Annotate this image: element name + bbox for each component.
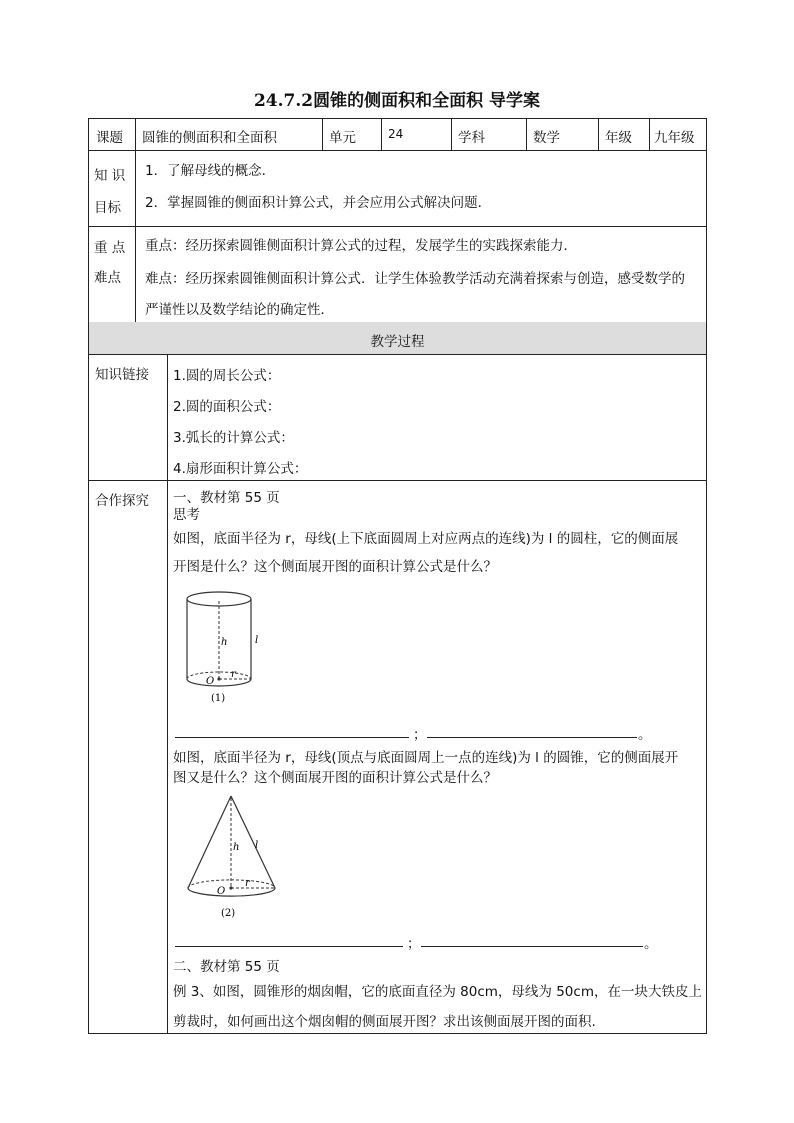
answer-blank-2a[interactable]: [175, 946, 403, 947]
separator-2: ；: [407, 936, 421, 952]
col-divider: [167, 354, 168, 1033]
cooperation-label: 合作探究: [95, 493, 149, 509]
l-label: l: [255, 635, 259, 646]
cone-h-label: h: [233, 842, 240, 853]
focus-text: 重点：经历探索圆锥侧面积计算公式的过程，发展学生的实践探索能力．: [145, 238, 577, 254]
subject-label: 课题: [96, 130, 123, 146]
page-title: 24.7.2圆锥的侧面积和全面积 导学案: [253, 91, 541, 111]
subject-value: 圆锥的侧面积和全面积: [142, 130, 277, 146]
think-heading: 思考: [173, 507, 200, 523]
figure-2-caption: (2): [221, 908, 236, 919]
answer-blank-2b[interactable]: [421, 946, 643, 947]
cylinder-figure: [181, 589, 281, 709]
goal-item-1: 1．了解母线的概念．: [145, 163, 276, 179]
figure-1-caption: (1): [211, 693, 226, 704]
goals-label-line1: 知 识: [94, 168, 126, 184]
question-1-line1: 如图，底面半径为 r，母线(上下底面圆周上对应两点的连线)为 l 的圆柱，它的侧面展: [173, 531, 679, 547]
o-label: O: [206, 676, 215, 687]
example-3-line1: 例 3、如图，圆锥形的烟囱帽，它的底面直径为 80cm，母线为 50cm，在一块大铁皮上: [173, 984, 702, 1000]
difficulty-text-line1: 难点：经历探索圆锥侧面积计算公式．让学生体验教学活动充满着探索与创造，感受数学的: [145, 271, 685, 287]
cone-o-label: O: [217, 886, 226, 897]
row-divider: [89, 354, 706, 355]
knowledge-item-3: 3.弧长的计算公式：: [173, 430, 294, 446]
question-2-line1: 如图，底面半径为 r，母线(顶点与底面圆周上一点的连线)为 l 的圆锥，它的侧面展开: [173, 750, 679, 766]
end-mark-2: 。: [644, 936, 658, 952]
discipline-value: 数学: [533, 130, 560, 146]
col-divider: [598, 119, 599, 150]
row-divider: [89, 150, 706, 151]
col-divider: [135, 119, 136, 322]
grade-label: 年级: [605, 130, 632, 146]
answer-blank-1a[interactable]: [175, 737, 409, 738]
col-divider: [649, 119, 650, 150]
h-label: h: [221, 637, 228, 648]
col-divider: [451, 119, 452, 150]
cone-l-label: l: [255, 840, 259, 851]
question-1-line2: 开图是什么？这个侧面展开图的面积计算公式是什么？: [173, 559, 497, 575]
knowledge-item-4: 4.扇形面积计算公式：: [173, 461, 308, 477]
row-divider: [89, 226, 706, 227]
difficulty-text-line2: 严谨性以及数学结论的确定性．: [145, 302, 334, 318]
knowledge-item-1: 1.圆的周长公式：: [173, 368, 281, 384]
cone-figure: [183, 792, 293, 922]
grade-value: 九年级: [654, 130, 695, 146]
keypoints-label-line2: 难点: [94, 270, 121, 286]
cone-r-label: r: [245, 878, 250, 889]
discipline-label: 学科: [458, 130, 485, 146]
section-1-heading: 一、教材第 55 页: [173, 490, 280, 506]
process-header: 教学过程: [370, 334, 425, 350]
unit-label: 单元: [329, 130, 356, 146]
answer-blank-1b[interactable]: [427, 737, 637, 738]
knowledge-item-2: 2.圆的面积公式：: [173, 399, 281, 415]
col-divider: [526, 119, 527, 150]
lesson-table: [88, 118, 707, 1034]
unit-value: 24: [388, 127, 404, 141]
knowledge-link-label: 知识链接: [95, 367, 149, 383]
col-divider: [381, 119, 382, 150]
keypoints-label-line1: 重 点: [94, 240, 126, 256]
col-divider: [322, 119, 323, 150]
section-2-heading: 二、教材第 55 页: [173, 959, 280, 975]
goals-label-line2: 目标: [94, 200, 121, 216]
end-mark-1: 。: [638, 727, 652, 743]
example-3-line2: 剪裁时，如何画出这个烟囱帽的侧面展开图？求出该侧面展开图的面积.: [173, 1014, 596, 1030]
goal-item-2: 2．掌握圆锥的侧面积计算公式，并会应用公式解决问题．: [145, 195, 492, 211]
row-divider: [89, 480, 706, 481]
question-2-line2: 图又是什么？这个侧面展开图的面积计算公式是什么？: [173, 770, 497, 786]
separator-1: ；: [413, 727, 427, 743]
r-label: r: [231, 669, 236, 680]
